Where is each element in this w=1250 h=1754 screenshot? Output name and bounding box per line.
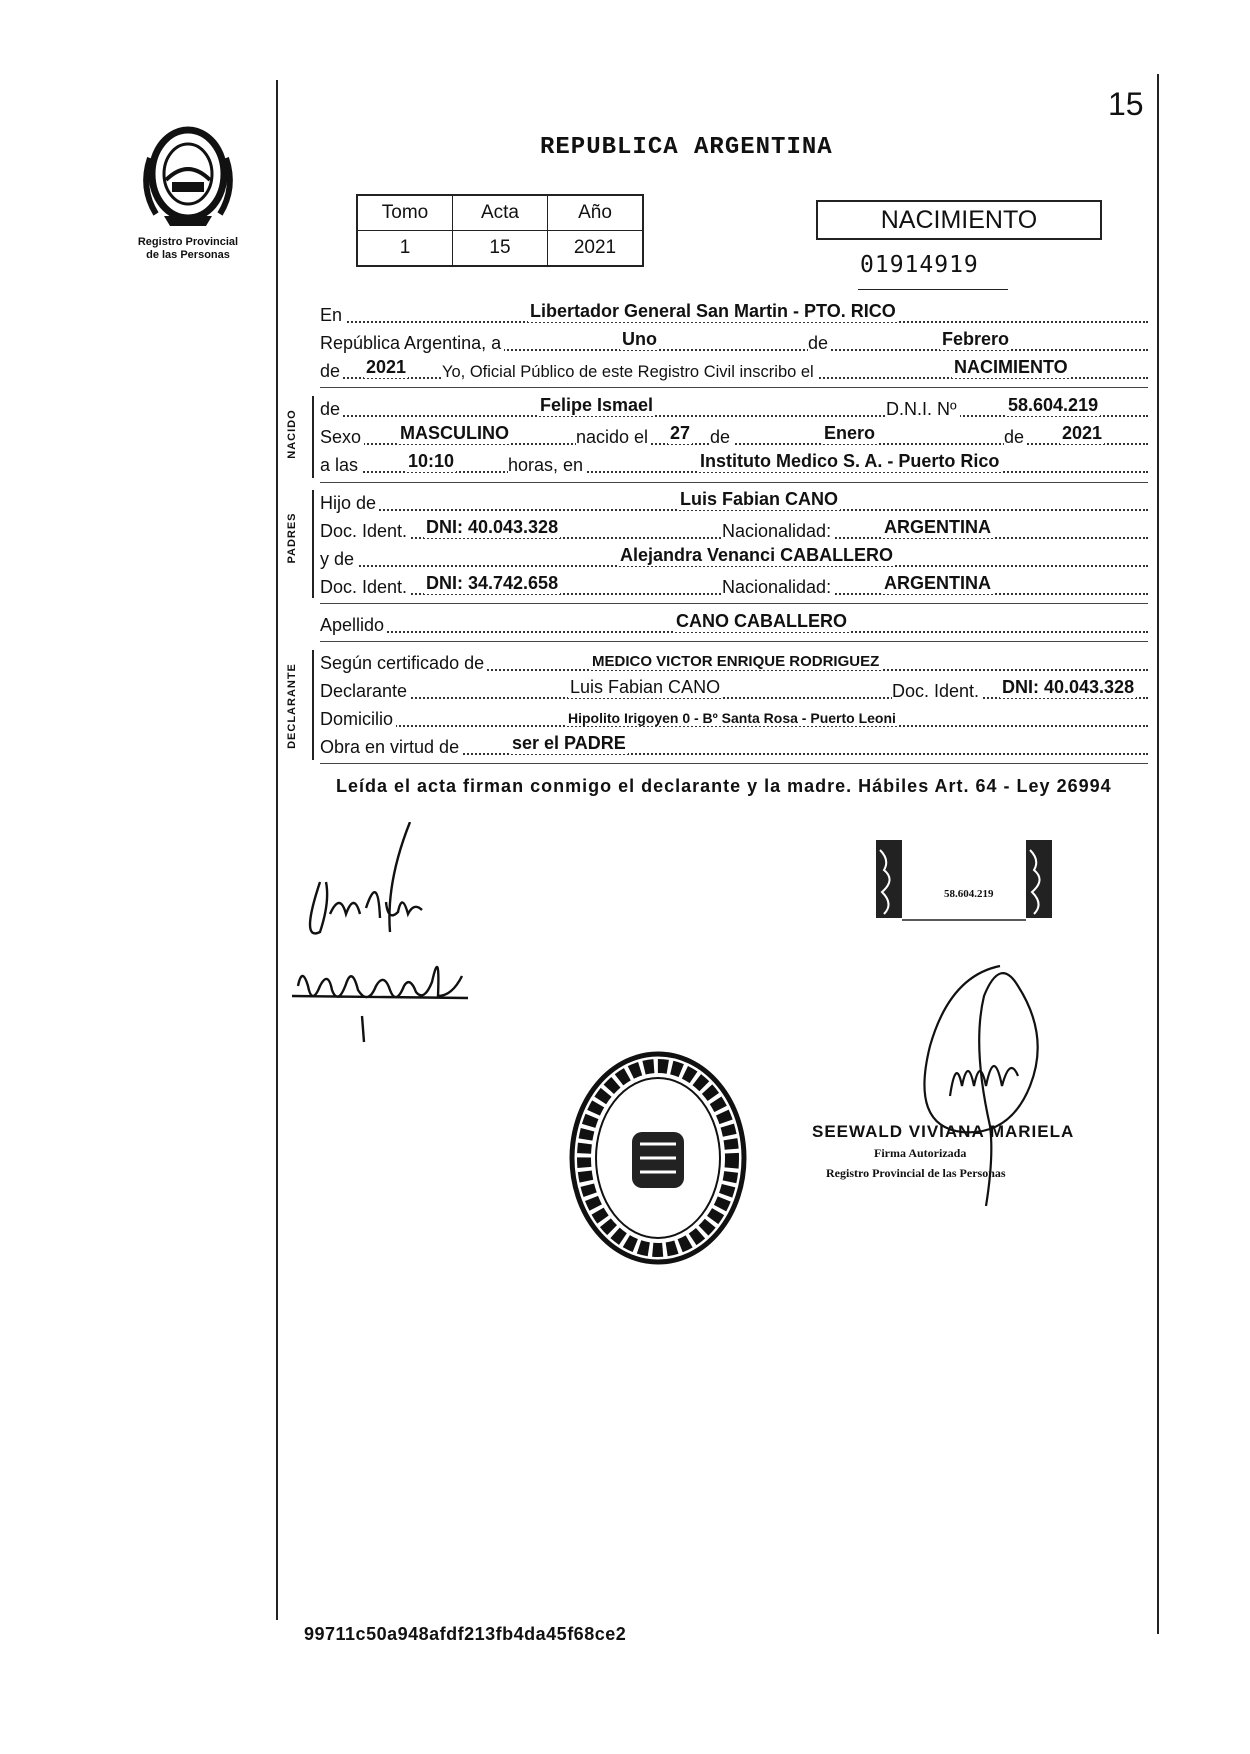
row-y-de [320, 544, 1148, 570]
value-anio: 2021 [366, 357, 407, 377]
page-number: 15 [1108, 86, 1144, 122]
label-en: En [320, 305, 345, 326]
label-apellido: Apellido [320, 615, 387, 636]
value-nac-mes: Enero [824, 423, 876, 443]
label-de-anio-nac: de [1004, 427, 1027, 448]
value-nombre: Felipe Ismael [540, 395, 654, 415]
label-nacido-el: nacido el [576, 427, 651, 448]
document-hash: 99711c50a948afdf213fb4da45f68ce2 [304, 1624, 627, 1644]
row-fecha [320, 328, 1148, 354]
label-declarante: Declarante [320, 681, 410, 702]
side-label-padres: PADRES [286, 512, 298, 564]
value-apellido: CANO CABALLERO [676, 611, 847, 631]
fingerprint-number: 58.604.219 [944, 888, 994, 900]
row-padre-doc [320, 516, 1148, 542]
value-nac-dia: 27 [670, 423, 691, 443]
act-type-box: NACIMIENTO [816, 200, 1102, 240]
label-sexo: Sexo [320, 427, 364, 448]
label-nacido-de: de [320, 399, 343, 420]
value-acta: 15 [453, 231, 548, 267]
header-tomo: Tomo [357, 195, 453, 231]
row-domicilio [320, 704, 1148, 730]
legal-text: Leída el acta firman conmigo el declarante y la madre. Hábiles Art. 64 - Ley 26994 [336, 776, 1112, 796]
row-en [320, 300, 1148, 326]
label-madre-nac: Nacionalidad: [722, 577, 834, 598]
header-anio: Año [548, 195, 644, 231]
value-anio: 2021 [548, 231, 644, 267]
logo-caption: Registro Provincial de las Personas [137, 236, 239, 261]
value-madre-doc: DNI: 34.742.658 [426, 573, 559, 593]
label-a-las: a las [320, 455, 361, 476]
value-nac-anio: 2021 [1062, 423, 1103, 443]
label-de: de [808, 333, 831, 354]
official-name: SEEWALD VIVIANA MARIELA [812, 1122, 1075, 1141]
fingerprint-box [876, 840, 1058, 922]
row-certificado [320, 648, 1148, 674]
label-padre-doc: Doc. Ident. [320, 521, 410, 542]
value-madre: Alejandra Venanci CABALLERO [620, 545, 894, 565]
value-en: Libertador General San Martin - PTO. RICO [530, 301, 896, 321]
value-madre-nac: ARGENTINA [884, 573, 991, 593]
value-sexo: MASCULINO [400, 423, 509, 443]
label-y-de: y de [320, 549, 357, 570]
side-label-declarante: DECLARANTE [286, 663, 298, 749]
label-horas-en: horas, en [508, 455, 586, 476]
row-apellido [320, 610, 1148, 636]
value-decl-doc: DNI: 40.043.328 [1002, 677, 1135, 697]
province-logo [136, 118, 240, 234]
register-table-values [357, 231, 643, 267]
side-label-nacido: NACIDO [286, 409, 298, 459]
value-padre: Luis Fabian CANO [680, 489, 839, 509]
declarante-bar [312, 650, 314, 760]
separator-4 [320, 641, 1148, 642]
separator-2 [320, 482, 1148, 483]
value-padre-nac: ARGENTINA [884, 517, 991, 537]
document-title: REPUBLICA ARGENTINA [540, 134, 833, 161]
official-role: Firma Autorizada [874, 1146, 967, 1160]
serial-number: 01914919 [860, 252, 979, 278]
value-lugar: Instituto Medico S. A. - Puerto Rico [700, 451, 1000, 471]
label-obra: Obra en virtud de [320, 737, 462, 758]
header-acta: Acta [453, 195, 548, 231]
nacido-bar [312, 396, 314, 478]
value-inscribo: NACIMIENTO [954, 357, 1068, 377]
official-org: Registro Provincial de las Personas [826, 1166, 1006, 1180]
separator-5 [320, 763, 1148, 764]
value-domicilio: Hipolito Irigoyen 0 - Bº Santa Rosa - Puerto Leoni [568, 710, 896, 726]
signature-declarante [290, 822, 450, 957]
separator-3 [320, 603, 1148, 604]
separator-1 [320, 387, 1148, 388]
serial-underline [858, 289, 1008, 290]
signature-madre [292, 946, 472, 1061]
row-madre-doc [320, 572, 1148, 598]
value-padre-doc: DNI: 40.043.328 [426, 517, 559, 537]
label-republica: República Argentina, a [320, 333, 504, 354]
label-madre-doc: Doc. Ident. [320, 577, 410, 598]
padres-bar [312, 490, 314, 598]
row-declarante [320, 676, 1148, 702]
row-hijo-de [320, 488, 1148, 514]
label-hijo-de: Hijo de [320, 493, 379, 514]
value-mes: Febrero [942, 329, 1010, 349]
value-tomo: 1 [357, 231, 453, 267]
label-de-anio: de [320, 361, 343, 382]
row-nombre [320, 394, 1148, 420]
label-decl-doc: Doc. Ident. [892, 681, 982, 702]
value-declarante: Luis Fabian CANO [570, 677, 721, 697]
register-table-header [357, 195, 643, 231]
label-inscribo: Yo, Oficial Público de este Registro Civil inscribo el [442, 363, 817, 382]
value-obra: ser el PADRE [512, 733, 626, 753]
value-dia: Uno [622, 329, 657, 349]
official-seal [566, 1048, 750, 1270]
label-padre-nac: Nacionalidad: [722, 521, 834, 542]
label-de-mes: de [710, 427, 733, 448]
right-margin-rule [1157, 74, 1159, 1634]
row-sexo [320, 422, 1148, 448]
label-domicilio: Domicilio [320, 709, 396, 730]
left-margin-rule [276, 80, 278, 1620]
label-certificado: Según certificado de [320, 653, 487, 674]
value-dni: 58.604.219 [1008, 395, 1099, 415]
row-obra [320, 732, 1148, 758]
row-inscribo [320, 356, 1148, 382]
value-hora: 10:10 [408, 451, 455, 471]
label-dni: D.N.I. Nº [886, 399, 960, 420]
register-table [356, 194, 644, 267]
value-certificado: MEDICO VICTOR ENRIQUE RODRIGUEZ [592, 653, 880, 670]
row-hora [320, 450, 1148, 476]
